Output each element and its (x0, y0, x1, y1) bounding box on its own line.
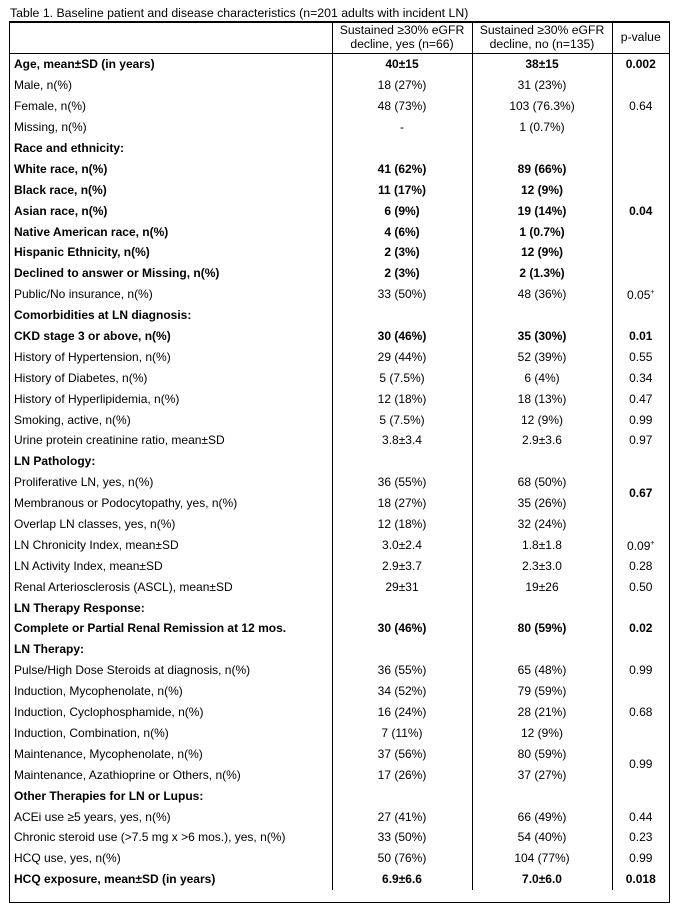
row-label: HCQ use, yes, n(%) (14, 851, 121, 866)
p-value-text: 0.99 (629, 412, 653, 427)
cell-p-value (612, 827, 669, 848)
row-label: History of Diabetes, n(%) (14, 370, 148, 385)
row-label: Declined to answer or Missing, n(%) (14, 266, 220, 281)
table-row (9, 576, 669, 597)
p-value-footnote-mark: + (650, 289, 655, 297)
row-label: Native American race, n(%) (14, 224, 169, 239)
table-row (9, 806, 669, 827)
cell-egfr-decline-no: 52 (39%) (472, 346, 612, 367)
cell-egfr-decline-yes: 7 (11%) (332, 723, 472, 744)
p-value-text: 0.002 (625, 57, 656, 72)
cell-egfr-decline-yes: 4 (6%) (332, 221, 472, 242)
cell-egfr-decline-no: 66 (49%) (472, 806, 612, 827)
cell-egfr-decline-no: 68 (50%) (472, 472, 612, 493)
p-value-text: 0.99 (629, 851, 653, 866)
row-label: Smoking, active, n(%) (14, 412, 131, 427)
table-row (9, 388, 669, 409)
cell-egfr-decline-yes: 5 (7.5%) (332, 409, 472, 430)
table-row (9, 409, 669, 430)
table-row (9, 597, 669, 618)
cell-p-value-merged: 0.64 (612, 75, 669, 138)
cell-egfr-decline-yes: 41 (62%) (332, 158, 472, 179)
row-label: CKD stage 3 or above, n(%) (14, 329, 171, 344)
cell-egfr-decline-yes (332, 451, 472, 472)
cell-egfr-decline-yes: 30 (46%) (332, 618, 472, 639)
cell-egfr-decline-yes: 12 (18%) (332, 388, 472, 409)
table-row (9, 848, 669, 869)
table-row (9, 534, 669, 555)
cell-p-value (612, 785, 669, 806)
row-label: LN Pathology: (14, 454, 96, 469)
row-label: Male, n(%) (14, 78, 73, 93)
cell-egfr-decline-yes (332, 597, 472, 618)
row-label: Induction, Mycophenolate, n(%) (14, 684, 183, 699)
table-row (9, 514, 669, 535)
cell-egfr-decline-no: 6 (4%) (472, 367, 612, 388)
table-row (9, 827, 669, 848)
row-label: Female, n(%) (14, 99, 87, 114)
cell-egfr-decline-yes (332, 305, 472, 326)
table-top-rule (9, 21, 670, 22)
row-label: Race and ethnicity: (14, 141, 125, 155)
table-row (9, 346, 669, 367)
table-row (9, 702, 669, 723)
p-value-text: 0.34 (629, 370, 653, 385)
cell-p-value (612, 409, 669, 430)
cell-egfr-decline-no: 37 (27%) (472, 764, 612, 785)
cell-egfr-decline-no: 2 (1.3%) (472, 263, 612, 284)
p-value-footnote-mark: + (650, 539, 655, 547)
cell-p-value (612, 346, 669, 367)
cell-p-value (612, 326, 669, 347)
p-value-text: 0.99 (629, 663, 653, 678)
cell-p-value (612, 869, 669, 890)
cell-egfr-decline-no: 35 (30%) (472, 326, 612, 347)
cell-egfr-decline-yes: - (332, 117, 472, 138)
cell-p-value (612, 576, 669, 597)
table-row (9, 681, 669, 702)
cell-egfr-decline-yes: 40±15 (332, 54, 472, 75)
row-label: Overlap LN classes, yes, n(%) (14, 517, 176, 532)
row-label: Hispanic Ethnicity, n(%) (14, 245, 150, 260)
row-label: White race, n(%) (14, 161, 108, 176)
row-label: Renal Arteriosclerosis (ASCL), mean±SD (14, 579, 233, 594)
cell-egfr-decline-yes: 16 (24%) (332, 702, 472, 723)
cell-egfr-decline-no: 12 (9%) (472, 723, 612, 744)
cell-egfr-decline-no: 103 (76.3%) (472, 96, 612, 117)
cell-egfr-decline-no: 12 (9%) (472, 179, 612, 200)
cell-egfr-decline-no (472, 597, 612, 618)
cell-p-value (612, 639, 669, 660)
cell-p-value (612, 284, 669, 305)
row-label: Complete or Partial Renal Remission at 12 mos. (14, 621, 287, 636)
cell-egfr-decline-no (472, 305, 612, 326)
cell-p-value-merged: 0.68 (612, 681, 669, 744)
cell-p-value (612, 555, 669, 576)
p-value-text: 0.09 (627, 538, 651, 553)
p-value-text: 0.018 (625, 872, 656, 887)
cell-p-value (612, 54, 669, 75)
cell-egfr-decline-no: 18 (13%) (472, 388, 612, 409)
p-value-text: 0.23 (629, 830, 653, 845)
cell-egfr-decline-yes: 37 (56%) (332, 743, 472, 764)
cell-egfr-decline-no: 12 (9%) (472, 409, 612, 430)
row-label: Other Therapies for LN or Lupus: (14, 788, 204, 803)
cell-egfr-decline-no: 7.0±6.0 (472, 869, 612, 890)
row-label: Age, mean±SD (in years) (14, 57, 155, 72)
row-label: Black race, n(%) (14, 182, 107, 197)
row-label: HCQ exposure, mean±SD (in years) (14, 872, 216, 887)
cell-p-value (612, 848, 669, 869)
header-characteristic (9, 22, 332, 54)
cell-p-value-merged: 0.67 (612, 451, 669, 535)
row-label: Maintenance, Mycophenolate, n(%) (14, 746, 203, 761)
cell-egfr-decline-yes: 29 (44%) (332, 346, 472, 367)
cell-egfr-decline-no: 80 (59%) (472, 743, 612, 764)
cell-egfr-decline-yes: 6 (9%) (332, 200, 472, 221)
table-row (9, 472, 669, 493)
row-label: Urine protein creatinine ratio, mean±SD (14, 433, 225, 448)
table-row (9, 639, 669, 660)
table-row (9, 158, 669, 179)
cell-egfr-decline-no: 48 (36%) (472, 284, 612, 305)
cell-egfr-decline-yes: 33 (50%) (332, 827, 472, 848)
cell-egfr-decline-yes: 30 (46%) (332, 326, 472, 347)
row-label: Asian race, n(%) (14, 203, 108, 218)
cell-egfr-decline-no: 2.3±3.0 (472, 555, 612, 576)
table-row (9, 200, 669, 221)
cell-egfr-decline-yes (332, 639, 472, 660)
cell-egfr-decline-no: 32 (24%) (472, 514, 612, 535)
cell-egfr-decline-yes: 5 (7.5%) (332, 367, 472, 388)
row-label: LN Therapy: (14, 642, 85, 657)
cell-p-value (612, 430, 669, 451)
cell-egfr-decline-no: 38±15 (472, 54, 612, 75)
row-label: Public/No insurance, n(%) (14, 287, 153, 302)
p-value-text: 0.01 (629, 329, 653, 344)
cell-egfr-decline-yes: 12 (18%) (332, 514, 472, 535)
cell-egfr-decline-yes: 34 (52%) (332, 681, 472, 702)
table-row (9, 555, 669, 576)
header-egfr-decline-yes: Sustained ≥30% eGFR decline, yes (n=66) (332, 22, 472, 54)
cell-p-value-merged: 0.99 (612, 743, 669, 785)
row-label: Membranous or Podocytopathy, yes, n(%) (14, 496, 238, 511)
cell-egfr-decline-yes (332, 785, 472, 806)
table-row (9, 263, 669, 284)
cell-egfr-decline-yes: 27 (41%) (332, 806, 472, 827)
row-label: LN Activity Index, mean±SD (14, 558, 163, 573)
cell-egfr-decline-yes: 2 (3%) (332, 242, 472, 263)
row-label: History of Hyperlipidemia, n(%) (14, 391, 180, 406)
row-label: LN Chronicity Index, mean±SD (14, 537, 179, 552)
table-row (9, 242, 669, 263)
cell-egfr-decline-no (472, 785, 612, 806)
cell-egfr-decline-no (472, 138, 612, 159)
cell-egfr-decline-yes: 48 (73%) (332, 96, 472, 117)
header-p-value: p-value (612, 22, 669, 54)
cell-p-value (612, 367, 669, 388)
cell-p-value (612, 305, 669, 326)
p-value-text: 0.44 (629, 809, 653, 824)
cell-egfr-decline-yes: 2.9±3.7 (332, 555, 472, 576)
table-row (9, 179, 669, 200)
cell-egfr-decline-yes: 3.0±2.4 (332, 534, 472, 555)
cell-p-value (612, 388, 669, 409)
cell-egfr-decline-yes: 2 (3%) (332, 263, 472, 284)
cell-egfr-decline-no: 19 (14%) (472, 200, 612, 221)
row-label: Maintenance, Azathioprine or Others, n(%) (14, 767, 241, 782)
row-label: ACEi use ≥5 years, yes, n(%) (14, 809, 171, 824)
cell-p-value (612, 534, 669, 555)
cell-egfr-decline-yes: 3.8±3.4 (332, 430, 472, 451)
table-row (9, 367, 669, 388)
row-label: Induction, Combination, n(%) (14, 725, 169, 740)
cell-p-value (612, 660, 669, 681)
cell-egfr-decline-no: 65 (48%) (472, 660, 612, 681)
row-label: Comorbidities at LN diagnosis: (14, 308, 192, 323)
table-row (9, 785, 669, 806)
cell-egfr-decline-no: 1 (0.7%) (472, 221, 612, 242)
cell-p-value (612, 618, 669, 639)
table-row (9, 723, 669, 744)
table-row (9, 764, 669, 785)
table-row (9, 54, 669, 75)
table-row (9, 660, 669, 681)
table-header-row (9, 22, 669, 54)
cell-egfr-decline-yes: 29±31 (332, 576, 472, 597)
table-row (9, 305, 669, 326)
cell-egfr-decline-yes: 18 (27%) (332, 493, 472, 514)
table-row (9, 451, 669, 472)
p-value-text: 0.47 (629, 391, 653, 406)
table-row (9, 96, 669, 117)
row-label: Chronic steroid use (>7.5 mg x >6 mos.), yes, n(%) (14, 830, 286, 845)
cell-egfr-decline-yes: 36 (55%) (332, 660, 472, 681)
cell-p-value (612, 597, 669, 618)
cell-egfr-decline-no: 1 (0.7%) (472, 117, 612, 138)
cell-egfr-decline-yes: 17 (26%) (332, 764, 472, 785)
cell-egfr-decline-no: 80 (59%) (472, 618, 612, 639)
cell-egfr-decline-no: 35 (26%) (472, 493, 612, 514)
cell-egfr-decline-no (472, 451, 612, 472)
row-label: LN Therapy Response: (14, 600, 145, 615)
p-value-text: 0.55 (629, 349, 653, 364)
row-label: Proliferative LN, yes, n(%) (14, 475, 154, 490)
cell-egfr-decline-no (472, 639, 612, 660)
cell-egfr-decline-yes: 11 (17%) (332, 179, 472, 200)
p-value-text: 0.97 (629, 433, 653, 448)
cell-egfr-decline-no: 54 (40%) (472, 827, 612, 848)
table-row (9, 138, 669, 159)
table-row (9, 75, 669, 96)
table-row (9, 430, 669, 451)
row-label: Pulse/High Dose Steroids at diagnosis, n(%) (14, 663, 251, 678)
cell-egfr-decline-no: 79 (59%) (472, 681, 612, 702)
row-label: Missing, n(%) (14, 120, 87, 135)
table-row (9, 493, 669, 514)
cell-egfr-decline-no: 2.9±3.6 (472, 430, 612, 451)
table-row (9, 326, 669, 347)
table-row (9, 284, 669, 305)
cell-egfr-decline-no: 1.8±1.8 (472, 534, 612, 555)
cell-egfr-decline-yes: 6.9±6.6 (332, 869, 472, 890)
header-egfr-decline-no: Sustained ≥30% eGFR decline, no (n=135) (472, 22, 612, 54)
cell-egfr-decline-no: 28 (21%) (472, 702, 612, 723)
cell-p-value (612, 806, 669, 827)
cell-egfr-decline-no: 104 (77%) (472, 848, 612, 869)
cell-egfr-decline-no: 31 (23%) (472, 75, 612, 96)
cell-egfr-decline-yes: 50 (76%) (332, 848, 472, 869)
p-value-text: 0.02 (629, 621, 653, 636)
cell-egfr-decline-yes (332, 138, 472, 159)
table-row (9, 618, 669, 639)
p-value-text: 0.28 (629, 558, 653, 573)
cell-egfr-decline-yes: 18 (27%) (332, 75, 472, 96)
cell-egfr-decline-no: 19±26 (472, 576, 612, 597)
row-label: History of Hypertension, n(%) (14, 349, 171, 364)
cell-egfr-decline-yes: 33 (50%) (332, 284, 472, 305)
p-value-text: 0.05 (627, 288, 651, 303)
table-row (9, 117, 669, 138)
cell-egfr-decline-yes: 36 (55%) (332, 472, 472, 493)
row-label: Induction, Cyclophosphamide, n(%) (14, 705, 204, 720)
cell-p-value-merged: 0.04 (612, 138, 669, 284)
cell-egfr-decline-no: 89 (66%) (472, 158, 612, 179)
table-row (9, 743, 669, 764)
table-caption: Table 1. Baseline patient and disease characteristics (n=201 adults with incident LN) (10, 6, 469, 20)
table-row (9, 221, 669, 242)
table-row (9, 869, 669, 890)
table-body (9, 54, 669, 890)
baseline-characteristics-table (9, 22, 669, 890)
p-value-text: 0.50 (629, 579, 653, 594)
cell-egfr-decline-no: 12 (9%) (472, 242, 612, 263)
